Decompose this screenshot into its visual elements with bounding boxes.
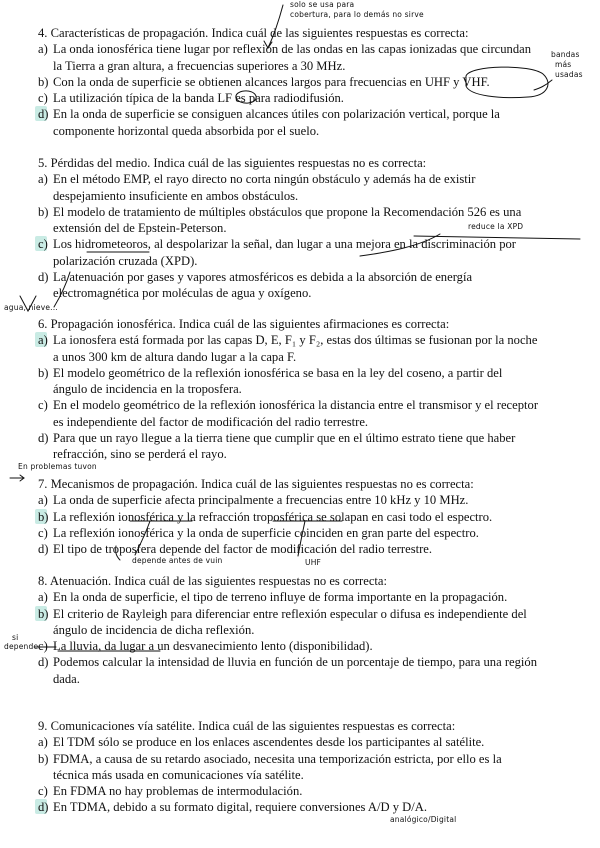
question-5-title: 5. Pérdidas del medio. Indica cuál de las siguientes respuestas no es correcta: [38, 156, 427, 170]
option-letter: d) [38, 542, 49, 557]
question-4-title: 4. Características de propagación. Indica cuál de las siguientes respuestas es correcta: [38, 26, 469, 40]
question-4-option-c[interactable] [38, 90, 538, 106]
option-text: La atenuación por gases y vapores atmosféricos es debida a la absorción de energía electromagnética por moléculas de agua y oxígeno. [53, 270, 473, 301]
option-text: La reflexión ionosférica y la onda de superficie coinciden en gran parte del espectro. [53, 525, 479, 540]
question-6-option-d[interactable] [38, 430, 538, 463]
question-6-option-c[interactable] [38, 397, 538, 430]
option-letter: d) [38, 655, 49, 670]
option-text: En la onda de superficie se consiguen alcances útiles con polarización vertical, porque la componente horizontal queda absorbida por el suelo. [53, 107, 500, 138]
handwritten-note-q9d: analógico/Digital [390, 815, 457, 824]
option-text: La onda de superficie afecta principalmente a frecuencias entre 10 kHz y 10 MHz. [53, 493, 469, 508]
question-9-option-d[interactable] [38, 799, 538, 815]
question-8-option-b[interactable] [38, 606, 538, 639]
question-8-title: 8. Atenuación. Indica cuál de las siguientes respuestas no es correcta: [38, 574, 388, 588]
option-letter: c) [38, 639, 48, 654]
option-letter: a) [38, 42, 48, 57]
question-6-option-b[interactable] [38, 365, 538, 398]
option-text: Para que un rayo llegue a la tierra tiene que cumplir que en el último estrato tiene que haber refracción, sino se perderá el rayo. [53, 431, 516, 462]
option-text: FDMA, a causa de su retardo asociado, necesita una temporización estricta, por ello es la técnica más usada en comunicaciones vía satélite. [53, 751, 502, 782]
option-letter: b) [38, 74, 49, 89]
option-letter: c) [38, 784, 48, 799]
option-text: Los hidrometeoros, al despolarizar la señal, dan lugar a una mejora en la discriminación por polarización cruzada (XPD). [53, 237, 517, 268]
handwritten-note-side-2: más [555, 60, 572, 69]
question-8-option-d[interactable] [38, 654, 538, 687]
question-7-option-a[interactable] [38, 492, 538, 508]
question-8-option-a[interactable] [38, 589, 538, 605]
question-8-option-c[interactable] [38, 638, 538, 654]
option-text: El tipo de troposfera depende del factor de modificación del radio terrestre. [53, 542, 433, 557]
option-letter: c) [38, 525, 48, 540]
question-4-option-b[interactable] [38, 74, 538, 90]
option-letter: b) [38, 509, 49, 524]
option-letter: a) [38, 590, 48, 605]
option-letter: c) [38, 91, 48, 106]
question-5 [38, 155, 538, 302]
handwritten-note-top-1: solo se usa para [290, 0, 355, 9]
option-letter: d) [38, 431, 49, 446]
question-7-title: 7. Mecanismos de propagación. Indica cuál de las siguientes respuestas no es correcta: [38, 477, 474, 491]
handwritten-note-q7d-left: depende antes de vuin [132, 556, 223, 565]
handwritten-note-side-3: usadas [555, 70, 583, 79]
option-text: La lluvia, da lugar a un desvanecimiento lento (disponibilidad). [53, 639, 373, 654]
question-6-option-a[interactable] [38, 332, 538, 365]
handwritten-note-q8b-1: si [12, 633, 19, 642]
handwritten-note-q5c: reduce la XPD [468, 222, 524, 231]
question-5-option-c[interactable] [38, 236, 538, 269]
option-text: El criterio de Rayleigh para diferenciar entre reflexión especular o difusa es independiente del ángulo de incidencia de dicha reflexión. [53, 606, 527, 637]
handwritten-note-side-1: bandas [551, 50, 580, 59]
option-letter: b) [38, 365, 49, 380]
question-7 [38, 476, 538, 557]
option-letter: d) [38, 107, 49, 122]
question-6-title: 6. Propagación ionosférica. Indica cuál de las siguientes afirmaciones es correcta: [38, 317, 450, 331]
option-text: En la onda de superficie, el tipo de terreno influye de forma importante en la propagación. [53, 590, 508, 605]
handwritten-note-q5d: agua, nieve... [4, 303, 58, 312]
option-letter: b) [38, 751, 49, 766]
option-text: La reflexión ionosférica y la refracción troposférica se solapan en casi todo el espectro. [53, 509, 493, 524]
question-9-title: 9. Comunicaciones vía satélite. Indica cuál de las siguientes respuestas es correcta: [38, 719, 456, 733]
option-text: La utilización típica de la banda LF es para radiodifusión. [53, 91, 344, 106]
option-text: En TDMA, debido a su formato digital, requiere conversiones A/D y D/A. [53, 800, 428, 815]
option-text: El modelo de tratamiento de múltiples obstáculos que propone la Recomendación 526 es una extensión del de Epstein-Peterson. [53, 204, 522, 236]
option-letter: d) [38, 270, 49, 285]
question-9-option-a[interactable] [38, 734, 538, 750]
option-text: La onda ionosférica tiene lugar por reflexión de las ondas en las capas ionizadas que circundan la Tierra a gran altura, a frecuencias superiores a 30 MHz. [53, 42, 532, 73]
question-5-option-a[interactable] [38, 171, 538, 204]
option-letter: d) [38, 800, 49, 815]
question-9-option-c[interactable] [38, 783, 538, 799]
option-text: En el modelo geométrico de la reflexión ionosférica la distancia entre el transmisor y el receptor es independiente del factor de modificación del radio terrestre. [53, 398, 539, 429]
question-9 [38, 718, 538, 816]
question-5-option-d[interactable] [38, 269, 538, 302]
question-7-option-d[interactable] [38, 541, 538, 557]
option-letter: a) [38, 493, 48, 508]
option-letter: c) [38, 237, 48, 252]
option-letter: c) [38, 398, 48, 413]
handwritten-note-q8b-2: depende [4, 642, 39, 651]
handwritten-note-q7-header: En problemas tuvon [18, 462, 97, 471]
question-5-option-b[interactable] [38, 204, 538, 237]
option-text: En FDMA no hay problemas de intermodulación. [53, 784, 303, 799]
handwritten-note-top-2: cobertura, para lo demás no sirve [290, 10, 424, 19]
question-6 [38, 316, 538, 463]
question-4-option-d[interactable] [38, 106, 538, 139]
option-letter: b) [38, 204, 49, 219]
question-4 [38, 25, 538, 139]
option-text: Con la onda de superficie se obtienen alcances largos para frecuencias en UHF y VHF. [53, 74, 490, 89]
option-letter: a) [38, 172, 48, 187]
question-8 [38, 573, 538, 687]
option-letter: a) [38, 333, 48, 348]
handwritten-note-q7d-right: UHF [305, 558, 322, 567]
ink-arrow-q7-header [20, 475, 24, 481]
option-text: Podemos calcular la intensidad de lluvia en función de un porcentaje de tiempo, para una región dada. [53, 655, 537, 686]
option-letter: b) [38, 606, 49, 621]
question-7-option-b[interactable] [38, 509, 538, 525]
option-letter: a) [38, 735, 48, 750]
option-text: La ionosfera está formada por las capas D, E, F₁ y F₂, estas dos últimas se fusionan por la noche a unos 300 km de altura dando lugar a la capa F. [53, 333, 538, 364]
question-7-option-c[interactable] [38, 525, 538, 541]
question-9-option-b[interactable] [38, 751, 538, 784]
option-text: El modelo geométrico de la reflexión ionosférica se basa en la ley del coseno, a partir del ángulo de incidencia en la troposfera. [53, 365, 503, 397]
option-text: El TDM sólo se produce en los enlaces ascendentes desde los participantes al satélite. [53, 735, 485, 750]
question-4-option-a[interactable] [38, 41, 538, 74]
option-text: En el método EMP, el rayo directo no corta ningún obstáculo y además ha de existir despejamiento insuficiente en ambos obstáculos. [53, 172, 476, 203]
